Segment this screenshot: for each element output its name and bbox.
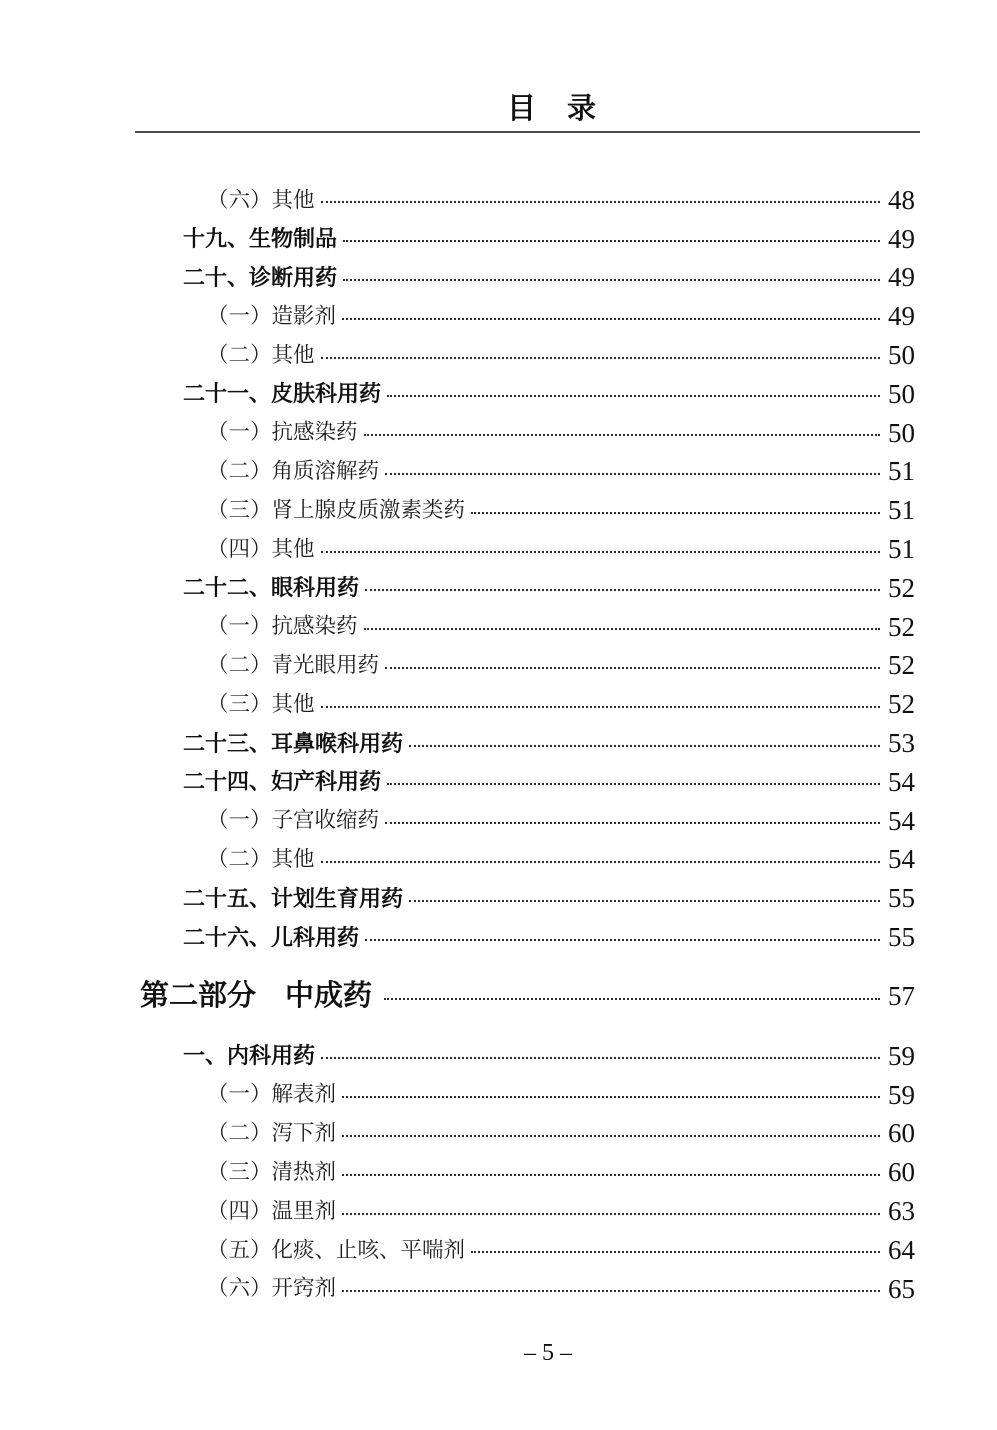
toc-entry	[138, 220, 915, 259]
dot-leader	[321, 551, 880, 553]
toc-list	[138, 181, 915, 1309]
dot-leader	[342, 1096, 880, 1098]
dot-leader	[342, 1135, 880, 1137]
dot-leader	[471, 1251, 880, 1253]
dot-leader	[321, 861, 880, 863]
toc-entry-page: 55	[888, 922, 915, 953]
toc-entry	[138, 569, 915, 608]
dot-leader	[343, 240, 880, 242]
toc-entry-label: （二）其他	[207, 847, 315, 872]
toc-entry-page: 52	[888, 572, 915, 603]
dot-leader	[364, 434, 880, 436]
dot-leader	[385, 822, 880, 824]
toc-entry-label: （六）其他	[207, 187, 315, 212]
dot-leader	[471, 512, 880, 514]
toc-entry-page: 55	[888, 883, 915, 914]
toc-entry-page: 51	[888, 534, 915, 565]
toc-entry-page: 59	[888, 1079, 915, 1110]
toc-entry-page: 49	[888, 223, 915, 254]
toc-entry-page: 49	[888, 301, 915, 332]
toc-entry	[138, 724, 915, 763]
toc-entry-page: 65	[888, 1273, 915, 1304]
toc-entry	[138, 1153, 915, 1192]
dot-leader	[387, 783, 880, 785]
toc-entry-page: 50	[888, 340, 915, 371]
toc-entry-page: 54	[888, 766, 915, 797]
toc-entry-page: 50	[888, 378, 915, 409]
toc-entry-page: 48	[888, 184, 915, 215]
toc-entry	[138, 336, 915, 375]
dot-leader	[385, 667, 880, 669]
toc-entry-page: 52	[888, 650, 915, 681]
toc-entry-page: 60	[888, 1118, 915, 1149]
toc-entry	[138, 608, 915, 647]
toc-entry-page: 52	[888, 689, 915, 720]
header-divider	[135, 131, 920, 133]
toc-entry	[138, 1037, 915, 1076]
dot-leader	[321, 706, 880, 708]
toc-entry	[138, 414, 915, 453]
toc-entry-page: 51	[888, 456, 915, 487]
toc-entry-label: （三）肾上腺皮质激素类药	[207, 498, 466, 523]
dot-leader	[364, 628, 880, 630]
toc-entry-label: 二十三、耳鼻喉科用药	[183, 730, 404, 756]
page-title: 目 录	[506, 93, 597, 125]
dot-leader	[342, 1213, 880, 1215]
toc-entry	[138, 1270, 915, 1309]
dot-leader	[343, 279, 880, 281]
toc-entry-page: 54	[888, 805, 915, 836]
toc-entry-label: 二十五、计划生育用药	[183, 885, 404, 911]
toc-entry	[138, 297, 915, 336]
toc-entry-label: （四）温里剂	[207, 1198, 337, 1223]
toc-entry-label: 二十一、皮肤科用药	[183, 381, 382, 407]
toc-entry-label: （六）开窍剂	[207, 1276, 337, 1301]
dot-leader	[365, 589, 880, 591]
dot-leader	[365, 939, 880, 941]
toc-entry-label: （一）造影剂	[207, 304, 337, 329]
toc-entry-page: 49	[888, 262, 915, 293]
toc-entry-label: 二十、诊断用药	[183, 264, 338, 290]
dot-leader	[342, 1290, 880, 1292]
toc-entry	[138, 181, 915, 220]
toc-entry-page: 57	[888, 981, 915, 1012]
dot-leader	[409, 745, 880, 747]
toc-entry-label: （二）其他	[207, 342, 315, 367]
toc-entry	[138, 491, 915, 530]
dot-leader	[384, 998, 880, 1000]
toc-entry	[138, 918, 915, 957]
toc-entry	[138, 1231, 915, 1270]
toc-entry-page: 64	[888, 1234, 915, 1265]
toc-entry	[138, 841, 915, 880]
toc-entry	[138, 453, 915, 492]
dot-leader	[321, 357, 880, 359]
dot-leader	[409, 900, 880, 902]
toc-entry	[138, 1076, 915, 1115]
toc-entry-page: 52	[888, 611, 915, 642]
dot-leader	[342, 1174, 880, 1176]
toc-entry-label: （二）角质溶解药	[207, 459, 380, 484]
toc-entry-label: （二）泻下剂	[207, 1121, 337, 1146]
dot-leader	[321, 201, 880, 203]
toc-entry	[138, 763, 915, 802]
toc-entry-label: 二十四、妇产科用药	[183, 769, 382, 795]
toc-entry	[138, 1192, 915, 1231]
toc-entry	[138, 879, 915, 918]
toc-entry-page: 59	[888, 1040, 915, 1071]
dot-leader	[342, 318, 880, 320]
page-footer	[135, 1341, 961, 1365]
toc-entry-label: 二十六、儿科用药	[183, 924, 360, 950]
toc-entry-page: 51	[888, 495, 915, 526]
toc-entry-label: （一）子宫收缩药	[207, 808, 380, 833]
toc-entry	[138, 647, 915, 686]
dot-leader	[385, 473, 880, 475]
toc-entry-label: 二十二、眼科用药	[183, 575, 360, 601]
toc-entry-label: 十九、生物制品	[183, 226, 338, 252]
toc-entry-label: （四）其他	[207, 536, 315, 561]
toc-entry-label: （五）化痰、止咳、平喘剂	[207, 1237, 466, 1262]
footer-page-number: – 5 –	[524, 1340, 572, 1366]
toc-entry-page: 63	[888, 1196, 915, 1227]
dot-leader	[321, 1057, 880, 1059]
toc-entry	[138, 975, 915, 1019]
toc-entry-label: （一）解表剂	[207, 1082, 337, 1107]
toc-entry	[138, 375, 915, 414]
toc-entry	[138, 259, 915, 298]
toc-entry-label: （三）清热剂	[207, 1159, 337, 1184]
toc-entry-page: 53	[888, 728, 915, 759]
toc-entry-label: 一、内科用药	[183, 1043, 316, 1069]
dot-leader	[387, 395, 880, 397]
toc-entry	[138, 530, 915, 569]
toc-entry-label: （一）抗感染药	[207, 420, 358, 445]
toc-entry-label: （一）抗感染药	[207, 614, 358, 639]
toc-entry-page: 60	[888, 1157, 915, 1188]
toc-entry-label: （三）其他	[207, 692, 315, 716]
toc-entry	[138, 802, 915, 841]
toc-entry-page: 50	[888, 417, 915, 448]
toc-entry	[138, 685, 915, 724]
toc-entry-page: 54	[888, 844, 915, 875]
toc-entry-label: （二）青光眼用药	[207, 653, 380, 678]
toc-entry	[138, 1115, 915, 1154]
toc-entry-label: 第二部分 中成药	[140, 980, 373, 1013]
